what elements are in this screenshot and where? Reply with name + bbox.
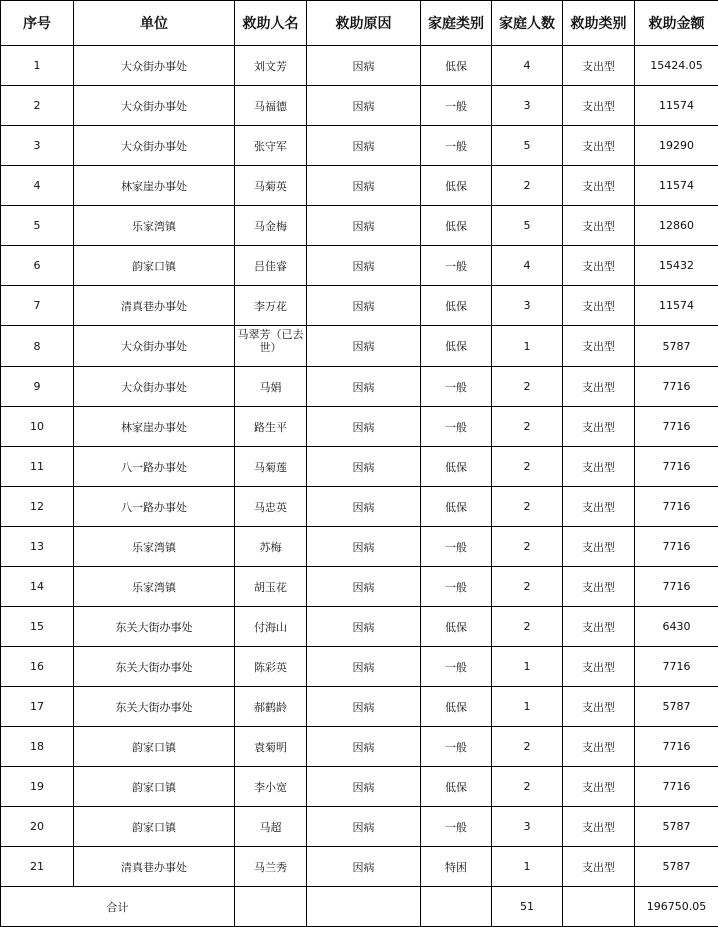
- cell-aid-type: 支出型: [563, 407, 635, 447]
- cell-amount: 15424.05: [635, 46, 718, 86]
- cell-aid-type: 支出型: [563, 367, 635, 407]
- cell-amount: 11574: [635, 286, 718, 326]
- cell-unit: 韵家口镇: [74, 727, 235, 767]
- table-row: [1, 166, 718, 206]
- cell-unit: 大众街办事处: [74, 326, 235, 367]
- cell-amount: 5787: [635, 807, 718, 847]
- cell-name: 马兰秀: [235, 847, 307, 887]
- table-row: [1, 286, 718, 326]
- header-cell-family-type: 家庭类别: [421, 1, 492, 46]
- cell-no: 5: [1, 206, 74, 246]
- cell-name: 陈彩英: [235, 647, 307, 687]
- cell-unit: 大众街办事处: [74, 46, 235, 86]
- cell-family-type: 一般: [421, 246, 492, 286]
- cell-family-type: 一般: [421, 367, 492, 407]
- cell-unit: 清真巷办事处: [74, 286, 235, 326]
- total-empty-cell: [235, 887, 307, 927]
- header-cell-no: 序号: [1, 1, 74, 46]
- header-cell-amount: 救助金额: [635, 1, 718, 46]
- cell-amount: 11574: [635, 86, 718, 126]
- cell-no: 9: [1, 367, 74, 407]
- cell-unit: 乐家湾镇: [74, 567, 235, 607]
- cell-unit: 东关大街办事处: [74, 647, 235, 687]
- cell-amount: 5787: [635, 847, 718, 887]
- cell-family-type: 一般: [421, 807, 492, 847]
- total-amount: 196750.05: [635, 887, 718, 927]
- cell-amount: 6430: [635, 607, 718, 647]
- cell-amount: 7716: [635, 767, 718, 807]
- cell-family-type: 低保: [421, 447, 492, 487]
- cell-reason: 因病: [307, 206, 421, 246]
- cell-unit: 大众街办事处: [74, 126, 235, 166]
- header-cell-aid-type: 救助类别: [563, 1, 635, 46]
- table-row: [1, 767, 718, 807]
- cell-unit: 清真巷办事处: [74, 847, 235, 887]
- cell-aid-type: 支出型: [563, 46, 635, 86]
- cell-family-type: 特困: [421, 847, 492, 887]
- cell-amount: 7716: [635, 407, 718, 447]
- cell-unit: 八一路办事处: [74, 487, 235, 527]
- cell-no: 4: [1, 166, 74, 206]
- cell-name: 李小宽: [235, 767, 307, 807]
- cell-unit: 韵家口镇: [74, 807, 235, 847]
- cell-name: 马菊英: [235, 166, 307, 206]
- cell-no: 10: [1, 407, 74, 447]
- cell-family-size: 2: [492, 607, 563, 647]
- header-cell-reason: 救助原因: [307, 1, 421, 46]
- cell-family-type: 低保: [421, 687, 492, 727]
- cell-unit: 乐家湾镇: [74, 527, 235, 567]
- table-row: [1, 46, 718, 86]
- cell-family-size: 5: [492, 206, 563, 246]
- cell-reason: 因病: [307, 567, 421, 607]
- cell-aid-type: 支出型: [563, 326, 635, 367]
- cell-reason: 因病: [307, 527, 421, 567]
- cell-aid-type: 支出型: [563, 246, 635, 286]
- cell-amount: 5787: [635, 326, 718, 367]
- cell-family-size: 2: [492, 567, 563, 607]
- cell-reason: 因病: [307, 367, 421, 407]
- cell-no: 1: [1, 46, 74, 86]
- total-empty-cell: [421, 887, 492, 927]
- cell-reason: 因病: [307, 326, 421, 367]
- cell-family-size: 2: [492, 407, 563, 447]
- cell-family-type: 低保: [421, 767, 492, 807]
- table-row: [1, 206, 718, 246]
- cell-reason: 因病: [307, 647, 421, 687]
- table-row: [1, 847, 718, 887]
- table-row: [1, 727, 718, 767]
- table-row: [1, 527, 718, 567]
- cell-family-size: 2: [492, 447, 563, 487]
- cell-no: 12: [1, 487, 74, 527]
- cell-aid-type: 支出型: [563, 86, 635, 126]
- cell-family-size: 1: [492, 687, 563, 727]
- cell-unit: 韵家口镇: [74, 767, 235, 807]
- cell-no: 20: [1, 807, 74, 847]
- cell-family-type: 低保: [421, 46, 492, 86]
- cell-family-size: 3: [492, 286, 563, 326]
- cell-unit: 东关大街办事处: [74, 687, 235, 727]
- cell-family-type: 一般: [421, 407, 492, 447]
- cell-name: 吕佳睿: [235, 246, 307, 286]
- cell-family-type: 低保: [421, 286, 492, 326]
- table-row: [1, 607, 718, 647]
- cell-family-size: 1: [492, 326, 563, 367]
- cell-name: 马金梅: [235, 206, 307, 246]
- cell-reason: 因病: [307, 46, 421, 86]
- cell-family-type: 低保: [421, 166, 492, 206]
- cell-amount: 7716: [635, 487, 718, 527]
- cell-unit: 八一路办事处: [74, 447, 235, 487]
- cell-no: 14: [1, 567, 74, 607]
- cell-family-size: 5: [492, 126, 563, 166]
- table-row: [1, 407, 718, 447]
- cell-amount: 15432: [635, 246, 718, 286]
- cell-unit: 林家崖办事处: [74, 407, 235, 447]
- cell-aid-type: 支出型: [563, 126, 635, 166]
- table-row: [1, 326, 718, 367]
- header-cell-name: 救助人名: [235, 1, 307, 46]
- cell-family-size: 1: [492, 847, 563, 887]
- cell-family-type: 一般: [421, 86, 492, 126]
- cell-aid-type: 支出型: [563, 166, 635, 206]
- cell-name: 付海山: [235, 607, 307, 647]
- cell-aid-type: 支出型: [563, 607, 635, 647]
- cell-aid-type: 支出型: [563, 767, 635, 807]
- cell-aid-type: 支出型: [563, 727, 635, 767]
- table-row: [1, 567, 718, 607]
- cell-name: [235, 326, 307, 367]
- cell-reason: 因病: [307, 166, 421, 206]
- cell-aid-type: 支出型: [563, 206, 635, 246]
- cell-no: 6: [1, 246, 74, 286]
- table-row: [1, 487, 718, 527]
- cell-aid-type: 支出型: [563, 286, 635, 326]
- header-cell-unit: 单位: [74, 1, 235, 46]
- cell-reason: 因病: [307, 847, 421, 887]
- cell-reason: 因病: [307, 286, 421, 326]
- total-family-size: 51: [492, 887, 563, 927]
- cell-name: 郝鹤龄: [235, 687, 307, 727]
- cell-name: 路生平: [235, 407, 307, 447]
- cell-no: 18: [1, 727, 74, 767]
- cell-family-type: 低保: [421, 326, 492, 367]
- cell-unit: 乐家湾镇: [74, 206, 235, 246]
- cell-amount: 12860: [635, 206, 718, 246]
- cell-no: 2: [1, 86, 74, 126]
- cell-unit: 大众街办事处: [74, 367, 235, 407]
- cell-family-size: 2: [492, 166, 563, 206]
- cell-family-type: 低保: [421, 206, 492, 246]
- cell-no: 19: [1, 767, 74, 807]
- table-row: [1, 447, 718, 487]
- cell-name: 苏梅: [235, 527, 307, 567]
- cell-reason: 因病: [307, 687, 421, 727]
- cell-aid-type: 支出型: [563, 567, 635, 607]
- cell-family-size: 3: [492, 807, 563, 847]
- cell-amount: 7716: [635, 527, 718, 567]
- cell-unit: 韵家口镇: [74, 246, 235, 286]
- cell-family-size: 2: [492, 367, 563, 407]
- cell-reason: 因病: [307, 487, 421, 527]
- cell-amount: 19290: [635, 126, 718, 166]
- cell-no: 3: [1, 126, 74, 166]
- cell-aid-type: 支出型: [563, 807, 635, 847]
- table-row: [1, 807, 718, 847]
- total-row: [1, 887, 718, 927]
- cell-family-type: 低保: [421, 487, 492, 527]
- cell-reason: 因病: [307, 727, 421, 767]
- cell-reason: 因病: [307, 807, 421, 847]
- cell-no: 17: [1, 687, 74, 727]
- cell-reason: 因病: [307, 407, 421, 447]
- cell-family-type: 一般: [421, 647, 492, 687]
- cell-name: 马超: [235, 807, 307, 847]
- cell-family-size: 2: [492, 727, 563, 767]
- cell-name: 马娟: [235, 367, 307, 407]
- cell-family-type: 低保: [421, 607, 492, 647]
- table-row: [1, 246, 718, 286]
- cell-name: 刘文芳: [235, 46, 307, 86]
- cell-name: 袁菊明: [235, 727, 307, 767]
- cell-reason: 因病: [307, 246, 421, 286]
- cell-reason: 因病: [307, 86, 421, 126]
- cell-reason: 因病: [307, 447, 421, 487]
- cell-family-size: 2: [492, 527, 563, 567]
- cell-amount: 7716: [635, 447, 718, 487]
- cell-family-type: 一般: [421, 567, 492, 607]
- cell-family-size: 2: [492, 487, 563, 527]
- cell-unit: 大众街办事处: [74, 86, 235, 126]
- cell-unit: 东关大街办事处: [74, 607, 235, 647]
- table-row: [1, 126, 718, 166]
- cell-name: 马菊莲: [235, 447, 307, 487]
- cell-amount: 7716: [635, 567, 718, 607]
- header-row: [1, 1, 718, 46]
- cell-amount: 7716: [635, 367, 718, 407]
- cell-unit: 林家崖办事处: [74, 166, 235, 206]
- cell-no: 13: [1, 527, 74, 567]
- cell-name: 马福德: [235, 86, 307, 126]
- cell-name: 胡玉花: [235, 567, 307, 607]
- cell-no: 15: [1, 607, 74, 647]
- cell-name: 马忠英: [235, 487, 307, 527]
- cell-amount: 7716: [635, 647, 718, 687]
- cell-aid-type: 支出型: [563, 487, 635, 527]
- header-cell-family-size: 家庭人数: [492, 1, 563, 46]
- table-row: [1, 86, 718, 126]
- cell-family-size: 3: [492, 86, 563, 126]
- cell-reason: 因病: [307, 607, 421, 647]
- cell-no: 11: [1, 447, 74, 487]
- cell-family-type: 一般: [421, 126, 492, 166]
- cell-no: 7: [1, 286, 74, 326]
- table-body: [1, 46, 718, 927]
- table-row: [1, 647, 718, 687]
- cell-amount: 11574: [635, 166, 718, 206]
- cell-name: 张守军: [235, 126, 307, 166]
- total-empty-cell: [563, 887, 635, 927]
- table-row: [1, 687, 718, 727]
- cell-amount: 5787: [635, 687, 718, 727]
- cell-no: 16: [1, 647, 74, 687]
- cell-name-text: 马翠芳（已去世）: [237, 328, 304, 354]
- cell-no: 8: [1, 326, 74, 367]
- total-empty-cell: [307, 887, 421, 927]
- cell-aid-type: 支出型: [563, 447, 635, 487]
- cell-aid-type: 支出型: [563, 647, 635, 687]
- cell-reason: 因病: [307, 126, 421, 166]
- cell-family-size: 4: [492, 46, 563, 86]
- cell-aid-type: 支出型: [563, 687, 635, 727]
- cell-family-size: 4: [492, 246, 563, 286]
- cell-amount: 7716: [635, 727, 718, 767]
- cell-aid-type: 支出型: [563, 847, 635, 887]
- cell-family-size: 2: [492, 767, 563, 807]
- cell-reason: 因病: [307, 767, 421, 807]
- cell-family-size: 1: [492, 647, 563, 687]
- cell-family-type: 一般: [421, 527, 492, 567]
- cell-name: 李万花: [235, 286, 307, 326]
- total-label: 合计: [1, 887, 235, 927]
- table-row: [1, 367, 718, 407]
- cell-family-type: 一般: [421, 727, 492, 767]
- cell-aid-type: 支出型: [563, 527, 635, 567]
- cell-no: 21: [1, 847, 74, 887]
